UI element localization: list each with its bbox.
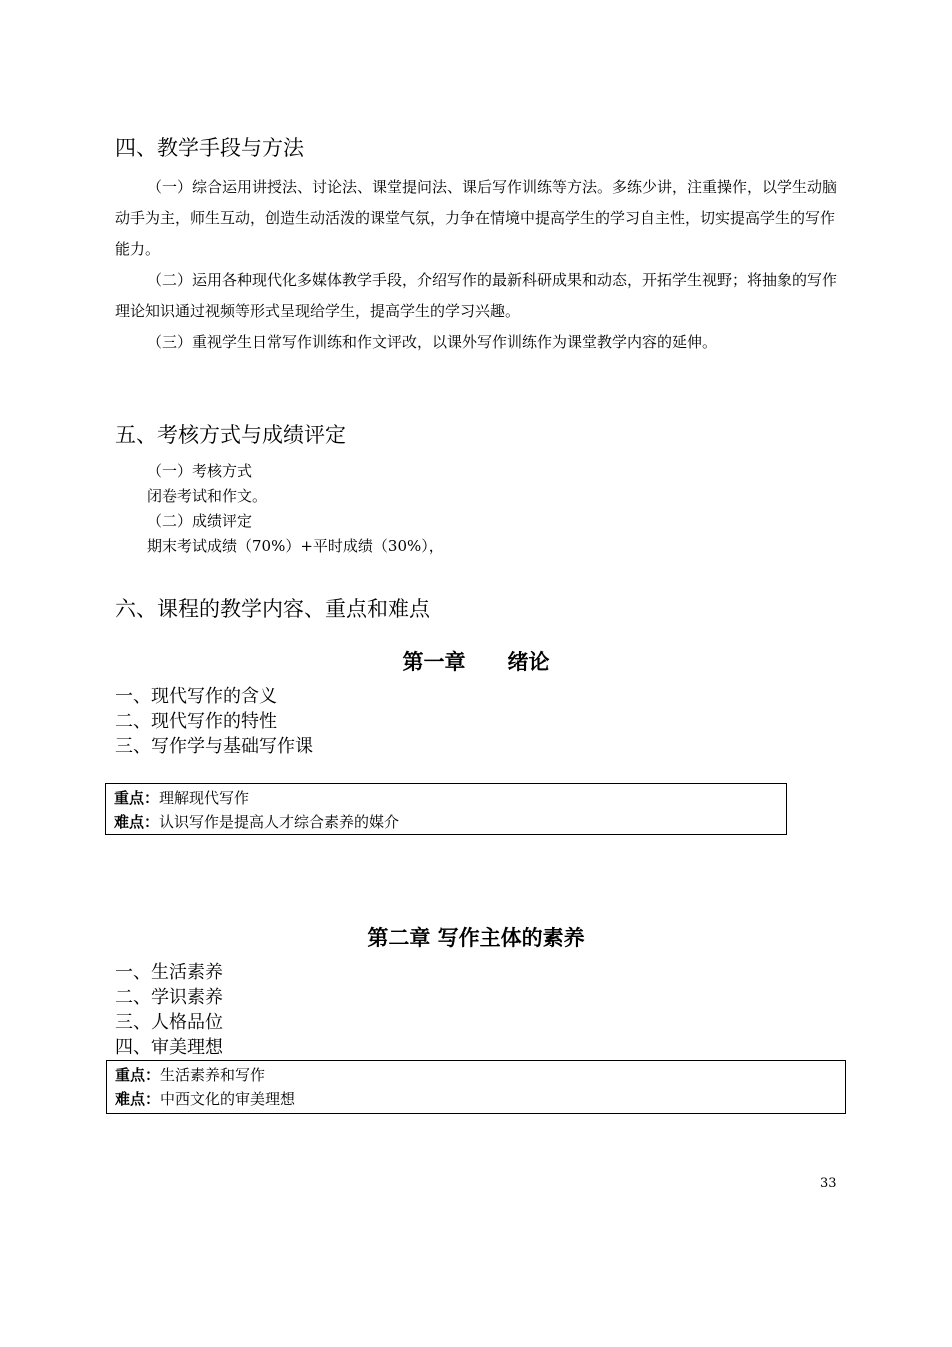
chapter-1-difficult-point-row: 难点：认识写作是提高人才综合素养的媒介 bbox=[114, 813, 400, 831]
chapter-2-title: 第二章 写作主体的素养 bbox=[367, 926, 585, 950]
chapter-1-item-1: 一、现代写作的含义 bbox=[115, 686, 277, 707]
section-4-heading: 四、教学手段与方法 bbox=[115, 136, 304, 160]
section-4-paragraph-2: （二）运用各种现代化多媒体教学手段，介绍写作的最新科研成果和动态，开拓学生视野；将抽象的写作理论知识通过视频等形式呈现给学生，提高学生的学习兴趣。 bbox=[115, 271, 838, 320]
chapter-2-key-point-row: 重点：生活素养和写作 bbox=[115, 1066, 266, 1084]
chapter-2-key-points-box bbox=[106, 1060, 846, 1114]
chapter-1-item-2: 二、现代写作的特性 bbox=[115, 711, 277, 732]
chapter-2-item-2: 二、学识素养 bbox=[115, 987, 223, 1008]
grade-evaluation-label: （二）成绩评定 bbox=[147, 512, 253, 530]
section-6-heading: 六、课程的教学内容、重点和难点 bbox=[115, 597, 430, 621]
chapter-1-title: 第一章 绪论 bbox=[402, 650, 550, 674]
assessment-method-label: （一）考核方式 bbox=[147, 462, 253, 480]
chapter-2-item-1: 一、生活素养 bbox=[115, 962, 223, 983]
chapter-2-item-4: 四、审美理想 bbox=[115, 1037, 223, 1058]
page-number: 33 bbox=[820, 1176, 837, 1191]
assessment-method-text: 闭卷考试和作文。 bbox=[147, 487, 268, 505]
chapter-1-key-point-row: 重点：理解现代写作 bbox=[114, 789, 250, 807]
chapter-2-difficult-point-row: 难点：中西文化的审美理想 bbox=[115, 1090, 296, 1108]
section-5-heading: 五、考核方式与成绩评定 bbox=[115, 423, 346, 447]
section-4-paragraph-3: （三）重视学生日常写作训练和作文评改，以课外写作训练作为课堂教学内容的延伸。 bbox=[147, 333, 718, 351]
chapter-1-item-3: 三、写作学与基础写作课 bbox=[115, 736, 313, 757]
grade-evaluation-text: 期末考试成绩（70%）+平时成绩（30%）， bbox=[147, 537, 444, 555]
chapter-2-item-3: 三、人格品位 bbox=[115, 1012, 223, 1033]
section-4-paragraph-1: （一）综合运用讲授法、讨论法、课堂提问法、课后写作训练等方法。多练少讲，注重操作，以学生动脑动手为主，师生互动，创造生动活泼的课堂气氛，力争在情境中提高学生的学习自主性，切实提高学生的写作能力。 bbox=[115, 178, 838, 258]
chapter-1-key-points-box bbox=[105, 783, 787, 835]
